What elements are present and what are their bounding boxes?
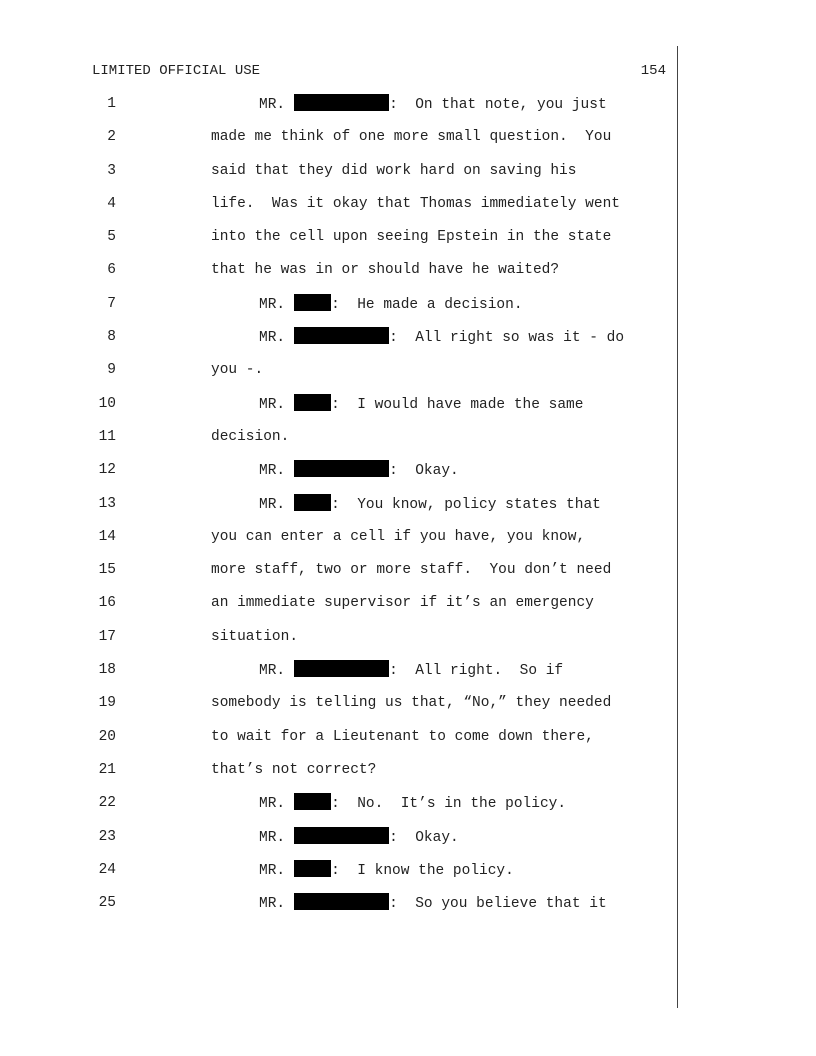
line-content: life. Was it okay that Thomas immediately went — [211, 195, 620, 212]
line-content: to wait for a Lieutenant to come down there, — [211, 728, 594, 745]
transcript-line — [0, 127, 816, 160]
line-number: 8 — [107, 329, 116, 346]
line-text — [211, 527, 585, 547]
line-number: 5 — [107, 229, 116, 246]
transcript-line — [0, 194, 816, 227]
transcript-body — [0, 94, 816, 926]
line-number: 13 — [98, 495, 116, 512]
line-content: : So you believe that it — [389, 896, 607, 913]
speaker-line-text — [259, 327, 624, 348]
line-content: more staff, two or more staff. You don’t need — [211, 562, 612, 579]
transcript-line — [0, 593, 816, 626]
line-text — [211, 227, 611, 247]
line-content: you can enter a cell if you have, you know, — [211, 528, 586, 545]
line-content: situation. — [211, 628, 299, 645]
line-text — [211, 727, 594, 747]
line-content: somebody is telling us that, “No,” they needed — [211, 695, 612, 712]
transcript-line — [0, 560, 816, 593]
speaker-prefix: MR. — [259, 896, 286, 913]
transcript-line — [0, 427, 816, 460]
speaker-prefix: MR. — [259, 496, 286, 513]
speaker-prefix: MR. — [259, 463, 286, 480]
line-text — [211, 593, 594, 613]
classification-header: LIMITED OFFICIAL USE — [92, 63, 261, 79]
line-number: 22 — [98, 795, 116, 812]
page-number: 154 — [640, 63, 666, 79]
speaker-prefix: MR. — [259, 396, 286, 413]
line-content: into the cell upon seeing Epstein in the state — [211, 229, 612, 246]
line-text — [211, 161, 576, 181]
line-text — [211, 194, 620, 214]
transcript-line — [0, 327, 816, 360]
transcript-line — [0, 660, 816, 693]
transcript-line — [0, 727, 816, 760]
line-number: 25 — [98, 895, 116, 912]
speaker-prefix: MR. — [259, 330, 286, 347]
line-content: made me think of one more small question. You — [211, 129, 612, 146]
redaction-box — [294, 394, 331, 411]
transcript-line — [0, 860, 816, 893]
line-content: : All right. So if — [389, 663, 564, 680]
line-number: 1 — [107, 96, 116, 112]
redaction-box — [294, 793, 331, 810]
transcript-line — [0, 527, 816, 560]
transcript-line — [0, 460, 816, 493]
line-text — [211, 127, 611, 147]
speaker-line-text — [259, 893, 607, 914]
line-content: said that they did work hard on saving his — [211, 162, 577, 179]
transcript-line — [0, 893, 816, 926]
line-text — [211, 360, 263, 380]
speaker-prefix: MR. — [259, 829, 286, 846]
line-number: 4 — [107, 195, 116, 212]
redaction-box — [294, 494, 331, 511]
speaker-prefix: MR. — [259, 663, 286, 680]
line-number: 10 — [98, 395, 116, 412]
line-content: : On that note, you just — [389, 97, 607, 113]
line-number: 11 — [98, 428, 116, 445]
speaker-prefix: MR. — [259, 796, 286, 813]
line-text — [211, 627, 298, 647]
speaker-line-text — [259, 294, 523, 315]
transcript-line — [0, 827, 816, 860]
speaker-line-text — [259, 827, 459, 848]
line-content: : He made a decision. — [331, 296, 523, 313]
speaker-prefix: MR. — [259, 97, 286, 113]
line-content: : No. It’s in the policy. — [331, 796, 567, 813]
line-number: 3 — [107, 162, 116, 179]
line-number: 20 — [98, 728, 116, 745]
line-text — [211, 260, 559, 280]
line-number: 23 — [98, 828, 116, 845]
line-content: : I would have made the same — [331, 396, 584, 413]
speaker-line-text — [259, 94, 607, 115]
line-content: that he was in or should have he waited? — [211, 262, 560, 279]
line-number: 6 — [107, 262, 116, 279]
redaction-box — [294, 893, 389, 910]
line-number: 12 — [98, 462, 116, 479]
line-content: : I know the policy. — [331, 862, 514, 879]
line-number: 7 — [107, 295, 116, 312]
line-number: 24 — [98, 861, 116, 878]
speaker-line-text — [259, 793, 566, 814]
redaction-box — [294, 294, 331, 311]
transcript-line — [0, 494, 816, 527]
line-text — [211, 427, 289, 447]
line-content: you -. — [211, 362, 264, 379]
transcript-line — [0, 760, 816, 793]
speaker-line-text — [259, 860, 514, 881]
transcript-line — [0, 360, 816, 393]
line-number: 19 — [98, 695, 116, 712]
speaker-prefix: MR. — [259, 296, 286, 313]
line-number: 9 — [107, 362, 116, 379]
redaction-box — [294, 327, 389, 344]
transcript-line — [0, 294, 816, 327]
line-number: 2 — [107, 129, 116, 146]
redaction-box — [294, 827, 389, 844]
line-number: 16 — [98, 595, 116, 612]
transcript-line — [0, 94, 816, 127]
line-content: an immediate supervisor if it’s an emergency — [211, 595, 594, 612]
line-content: : Okay. — [389, 463, 459, 480]
line-content: : You know, policy states that — [331, 496, 601, 513]
transcript-line — [0, 627, 816, 660]
line-content: : All right so was it - do — [389, 330, 625, 347]
speaker-line-text — [259, 494, 601, 515]
line-number: 17 — [98, 628, 116, 645]
redaction-box — [294, 460, 389, 477]
line-number: 15 — [98, 562, 116, 579]
line-content: that’s not correct? — [211, 761, 377, 778]
speaker-line-text — [259, 394, 583, 415]
transcript-line — [0, 394, 816, 427]
line-number: 14 — [98, 528, 116, 545]
line-text — [211, 693, 611, 713]
transcript-line — [0, 260, 816, 293]
redaction-box — [294, 660, 389, 677]
redaction-box — [294, 94, 389, 111]
line-number: 21 — [98, 761, 116, 778]
speaker-line-text — [259, 460, 459, 481]
line-text — [211, 760, 376, 780]
transcript-line — [0, 161, 816, 194]
transcript-line — [0, 793, 816, 826]
line-text — [211, 560, 611, 580]
line-content: decision. — [211, 428, 290, 445]
speaker-prefix: MR. — [259, 862, 286, 879]
line-content: : Okay. — [389, 829, 459, 846]
transcript-line — [0, 227, 816, 260]
redaction-box — [294, 860, 331, 877]
speaker-line-text — [259, 660, 563, 681]
transcript-line — [0, 693, 816, 726]
line-number: 18 — [98, 662, 116, 679]
